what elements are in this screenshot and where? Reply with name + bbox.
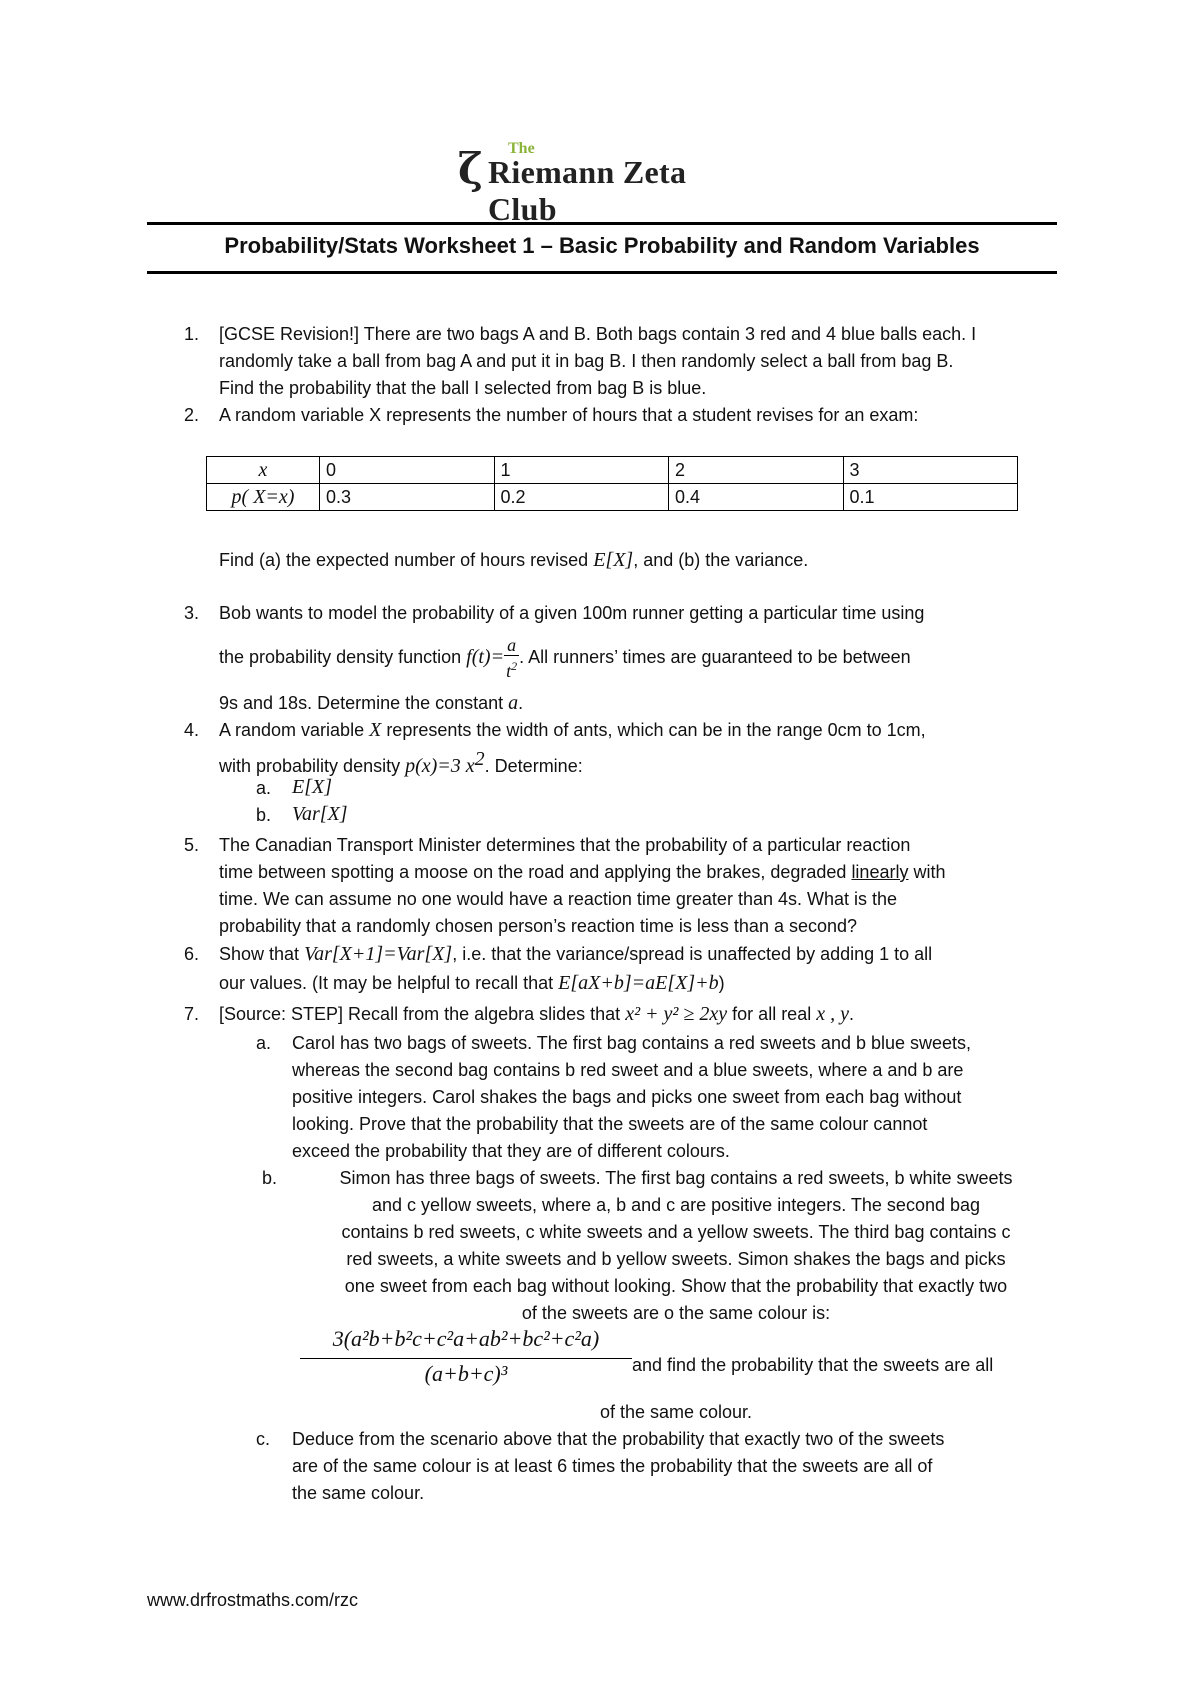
- q7a-line-2: whereas the second bag contains b red sweet and a blue sweets, where a and b are: [292, 1060, 964, 1080]
- q7a-line-3: positive integers. Carol shakes the bags and picks one sweet from each bag without: [292, 1087, 962, 1107]
- q2-expectation-math: E[X]: [593, 549, 634, 571]
- q4-text-a: A random variable: [219, 720, 370, 740]
- table-row: [207, 484, 1018, 511]
- q3-line-2: [219, 632, 911, 682]
- q7-inequality-math: x² + y² ≥ 2xy: [625, 1003, 728, 1025]
- q7b-line-4: red sweets, a white sweets and b yellow sweets. Simon shakes the bags and picks: [346, 1249, 1006, 1269]
- logo-name: Riemann Zeta Club: [488, 154, 687, 227]
- table-cell: 0.2: [494, 484, 669, 511]
- probability-table: [206, 456, 1018, 511]
- q3-text-b: . All runners’ times are guaranteed to be between: [519, 647, 911, 667]
- q1-line-2: randomly take a ball from bag A and put it in bag B. I then randomly select a ball from bag B.: [219, 351, 954, 371]
- table-cell: 0.1: [843, 484, 1018, 511]
- table-cell: 1: [494, 457, 669, 484]
- table-row: [207, 457, 1018, 484]
- q6-text-a: Show that: [219, 944, 305, 964]
- q6-variance-math: Var[X+1]=Var[X]: [304, 943, 453, 965]
- q5-line-4: probability that a randomly chosen person’s reaction time is less than a second?: [219, 916, 858, 936]
- q7-text-a: [Source: STEP] Recall from the algebra slides that: [219, 1004, 626, 1024]
- q2-find-text-b: , and (b) the variance.: [633, 550, 809, 570]
- q5-line-3: time. We can assume no one would have a reaction time greater than 4s. What is the: [219, 889, 898, 909]
- q4-number: 4.: [184, 720, 200, 740]
- q1-number: 1.: [184, 324, 200, 344]
- q4-text-b: represents the width of ants, which can be in the range 0cm to 1cm,: [381, 720, 926, 740]
- logo-the: The: [508, 140, 535, 157]
- q7b-fraction-numerator: 3(a²b+b²c+c²a+ab²+bc²+c²a): [300, 1326, 632, 1359]
- q7b-line-2: and c yellow sweets, where a, b and c are positive integers. The second bag: [371, 1195, 981, 1215]
- q4-text-c: with probability density: [219, 756, 406, 776]
- q3-number: 3.: [184, 603, 200, 623]
- q6-text-d: ): [718, 973, 725, 993]
- q4-text-d: . Determine:: [484, 756, 583, 776]
- q6-text-b: , i.e. that the variance/spread is unaffected by adding 1 to all: [452, 944, 933, 964]
- q7b-probability-fraction: [300, 1326, 632, 1387]
- page-title: Probability/Stats Worksheet 1 – Basic Probability and Random Variables: [224, 233, 980, 258]
- q1-line-3: Find the probability that the ball I selected from bag B is blue.: [219, 378, 707, 398]
- q7-vars-math: x , y: [816, 1003, 849, 1025]
- zeta-symbol-icon: ζ: [458, 144, 483, 193]
- q3-text-c: 9s and 18s. Determine the constant: [219, 693, 509, 713]
- q3-constant-math: a: [508, 692, 519, 714]
- q7a-label: a.: [256, 1033, 272, 1053]
- q7a-line-4: looking. Prove that the probability that the sweets are of the same colour cannot: [292, 1114, 928, 1134]
- q7c-label: c.: [256, 1429, 271, 1449]
- q7b-label: b.: [262, 1168, 278, 1188]
- q4-line-1: [219, 717, 926, 744]
- q2-line-1: A random variable X represents the number of hours that a student revises for an exam:: [219, 405, 919, 425]
- q3-line-1: Bob wants to model the probability of a given 100m runner getting a particular time using: [219, 603, 925, 623]
- q7a-line-5: exceed the probability that they are of different colours.: [292, 1141, 730, 1161]
- q3-frac-den: [504, 656, 519, 681]
- q5-text-a: time between spotting a moose on the road and applying the brakes, degraded: [219, 862, 852, 882]
- q7b-last-line: of the same colour.: [599, 1402, 753, 1422]
- table-cell: 0.3: [320, 484, 495, 511]
- q4-density-math: p(x)=3 x: [405, 755, 475, 777]
- q3-text-a: the probability density function: [219, 647, 467, 667]
- q7-number: 7.: [184, 1004, 200, 1024]
- q7b-fraction-denominator: (a+b+c)³: [424, 1361, 508, 1386]
- table-cell: 3: [843, 457, 1018, 484]
- q1-line-1: [GCSE Revision!] There are two bags A and B. Both bags contain 3 red and 4 blue balls each. I: [219, 324, 977, 344]
- q7b-line-3: contains b red sweets, c white sweets and a yellow sweets. The third bag contains c: [341, 1222, 1011, 1242]
- q7b-line-6: of the sweets are o the same colour is:: [521, 1303, 831, 1323]
- table-header-p: p( X=x): [207, 484, 320, 511]
- q4-var-math: X: [369, 719, 382, 741]
- q3-frac-den-sup: 2: [511, 659, 518, 674]
- q5-text-b: with: [908, 862, 946, 882]
- q3-function-math: f(t)=: [466, 646, 505, 668]
- q5-line-2: [219, 859, 945, 886]
- q7b-line-5: one sweet from each bag without looking. Show that the probability that exactly two: [344, 1276, 1008, 1296]
- q7-text-b: for all real: [727, 1004, 817, 1024]
- q4b-label: b.: [256, 805, 272, 825]
- q2-find-line: [219, 547, 808, 574]
- q7c-line-3: the same colour.: [292, 1483, 425, 1503]
- q3-frac-den-var: t: [506, 661, 512, 682]
- table-cell: 0.4: [669, 484, 844, 511]
- riemann-zeta-club-logo: [458, 140, 758, 227]
- q4a-math: E[X]: [292, 776, 332, 798]
- q7c-line-1: Deduce from the scenario above that the probability that exactly two of the sweets: [292, 1429, 945, 1449]
- q7a-line-1: Carol has two bags of sweets. The first bag contains a red sweets and b blue sweets,: [292, 1033, 972, 1053]
- q4-line-2: [219, 746, 583, 780]
- table-header-x: x: [207, 457, 320, 484]
- q6-line-2: [219, 970, 725, 997]
- q5-line-1: The Canadian Transport Minister determines that the probability of a particular reaction: [219, 835, 911, 855]
- q7-line-1: [219, 1001, 854, 1028]
- footer-url[interactable]: www.drfrostmaths.com/rzc: [147, 1590, 359, 1610]
- q3-frac-num: a: [504, 635, 519, 656]
- q4b-math: Var[X]: [292, 803, 348, 825]
- q4a-label: a.: [256, 778, 272, 798]
- q3-fraction: [504, 635, 519, 681]
- q2-find-text-a: Find (a) the expected number of hours revised: [219, 550, 594, 570]
- title-bar: [147, 222, 1057, 274]
- q7b-after-fraction: and find the probability that the sweets are all: [632, 1355, 994, 1375]
- q7c-line-2: are of the same colour is at least 6 times the probability that the sweets are all of: [292, 1456, 933, 1476]
- q4-density-sup: 2: [474, 748, 485, 770]
- q6-line-1: [219, 941, 932, 968]
- table-cell: 2: [669, 457, 844, 484]
- q6-text-c: our values. (It may be helpful to recall that: [219, 973, 559, 993]
- q3-text-d: .: [518, 693, 524, 713]
- q7-text-c: .: [848, 1004, 854, 1024]
- q5-underlined-word: linearly: [851, 862, 909, 882]
- q7b-line-1: Simon has three bags of sweets. The first bag contains a red sweets, b white sweets: [339, 1168, 1013, 1188]
- q2-number: 2.: [184, 405, 200, 425]
- table-cell: 0: [320, 457, 495, 484]
- q3-line-3: [219, 690, 523, 717]
- q5-number: 5.: [184, 835, 200, 855]
- q6-expectation-math: E[aX+b]=aE[X]+b: [558, 972, 719, 994]
- q6-number: 6.: [184, 944, 200, 964]
